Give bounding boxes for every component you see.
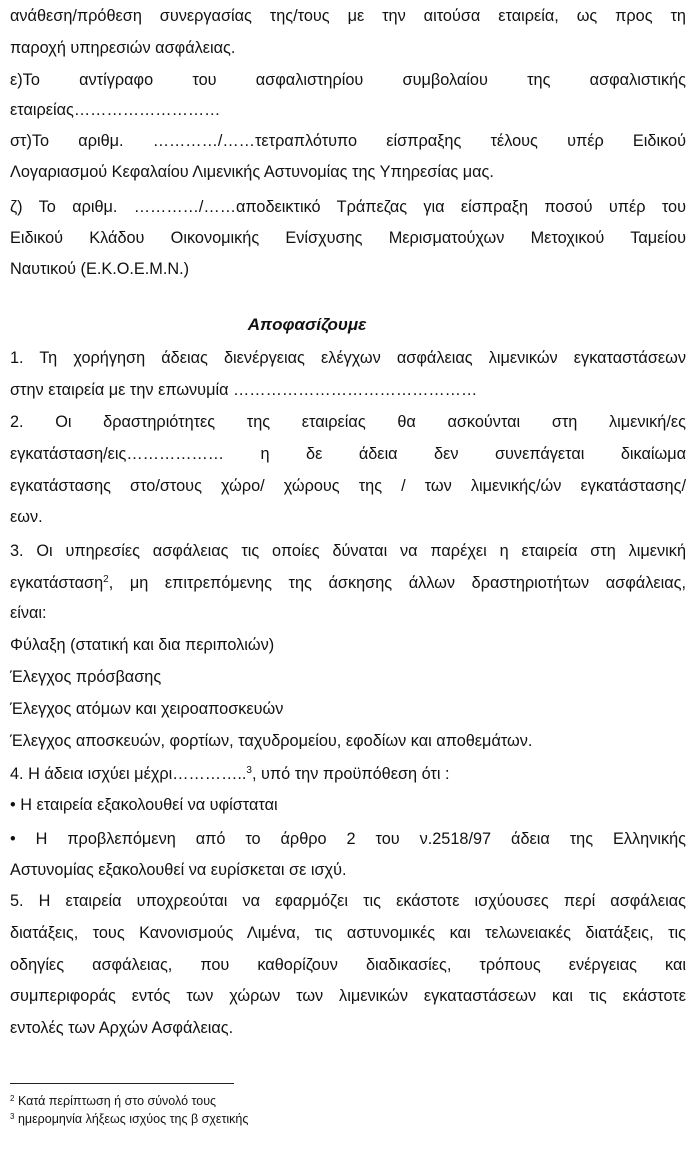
- footnote-ref: 3: [246, 765, 252, 776]
- decision-text-line: συμπεριφοράς εντός των χώρων των λιμενικών εγκαταστάσεων και τις εκάστοτε: [10, 987, 686, 1005]
- decision-text-line: στην εταιρεία με την επωνυμία ………………………………………: [10, 381, 478, 399]
- decision-text-line: εγκατάσταση$^2$, μη επιτρεπόμενης της άσκησης άλλων δραστηριοτήτων ασφάλειας,: [10, 574, 686, 592]
- footnote: $^2$ Κατά περίπτωση ή στο σύνολό τους: [10, 1094, 217, 1108]
- bullet-item: Αστυνομίας εξακολουθεί να ευρίσκεται σε ισχύ.: [10, 861, 347, 879]
- body-text-line: ανάθεση/πρόθεση συνεργασίας της/τους με την αιτούσα εταιρεία, ως προς τη: [10, 7, 686, 25]
- body-text-line: ε)Το αντίγραφο του ασφαλιστηρίου συμβολαίου της ασφαλιστικής: [10, 71, 686, 89]
- footnote-ref: 2: [103, 574, 109, 585]
- service-item: Έλεγχος ατόμων και χειροαποσκευών: [10, 700, 284, 718]
- service-item: Έλεγχος πρόσβασης: [10, 668, 162, 686]
- decision-text-line: 2. Οι δραστηριότητες της εταιρείας θα ασκούνται στη λιμενική/ες: [10, 413, 686, 431]
- body-text-line: Ναυτικού (Ε.Κ.Ο.Ε.Μ.Ν.): [10, 260, 190, 278]
- decision-text-line: 3. Οι υπηρεσίες ασφάλειας τις οποίες δύναται να παρέχει η εταιρεία στη λιμενική: [10, 542, 686, 560]
- decision-text-line: 1. Τη χορήγηση άδειας διενέργειας ελέγχων ασφάλειας λιμενικών εγκαταστάσεων: [10, 349, 686, 367]
- body-text-line: στ)Το αριθμ. …………/……τετραπλότυπο είσπραξης τέλους υπέρ Ειδικού: [10, 132, 686, 150]
- service-item: Φύλαξη (στατική και δια περιπολιών): [10, 636, 275, 654]
- body-text-line: παροχή υπηρεσιών ασφάλειας.: [10, 39, 236, 57]
- decision-text-line: 5. Η εταιρεία υποχρεούται να εφαρμόζει τις εκάστοτε ισχύουσες περί ασφάλειας: [10, 892, 686, 910]
- decision-text-line: εγκατάστασης στο/στους χώρο/ χώρους της / των λιμενικής/ών εγκατάστασης/: [10, 477, 686, 495]
- service-item: Έλεγχος αποσκευών, φορτίων, ταχυδρομείου, εφοδίων και αποθεμάτων.: [10, 732, 533, 750]
- decision-text-line: εντολές των Αρχών Ασφάλειας.: [10, 1019, 234, 1037]
- decision-text-line: οδηγίες ασφάλειας, που καθορίζουν διαδικασίες, τρόπους ενέργειας και: [10, 956, 686, 974]
- footnote: $^3$ ημερομηνία λήξεως ισχύος της β σχετικής: [10, 1112, 249, 1126]
- decision-text-line: 4. Η άδεια ισχύει μέχρι…………..$^3$, υπό την προϋπόθεση ότι :: [10, 765, 450, 783]
- body-text-line: Ειδικού Κλάδου Οικονομικής Ενίσχυσης Μερισματούχων Μετοχικού Ταμείου: [10, 229, 686, 247]
- decision-text-line: είναι:: [10, 604, 47, 622]
- footnote-divider: [10, 1083, 234, 1084]
- section-heading: Αποφασίζουμε: [247, 315, 367, 334]
- decision-text-line: εων.: [10, 508, 43, 526]
- body-text-line: ζ) Το αριθμ. …………/……αποδεικτικό Τράπεζας για είσπραξη ποσού υπέρ του: [10, 198, 686, 216]
- decision-text-line: διατάξεις, τους Κανονισμούς Λιμένα, τις αστυνομικές και τελωνειακές διατάξεις, τις: [10, 924, 686, 942]
- body-text-line: Λογαριασμού Κεφαλαίου Λιμενικής Αστυνομίας της Υπηρεσίας μας.: [10, 163, 494, 181]
- body-text-line: εταιρείας………………………: [10, 101, 221, 119]
- decision-text-line: εγκατάσταση/εις……………… η δε άδεια δεν συνεπάγεται δικαίωμα: [10, 445, 686, 463]
- bullet-item: • Η εταιρεία εξακολουθεί να υφίσταται: [10, 796, 278, 814]
- bullet-item: • Η προβλεπόμενη από το άρθρο 2 του ν.2518/97 άδεια της Ελληνικής: [10, 830, 686, 848]
